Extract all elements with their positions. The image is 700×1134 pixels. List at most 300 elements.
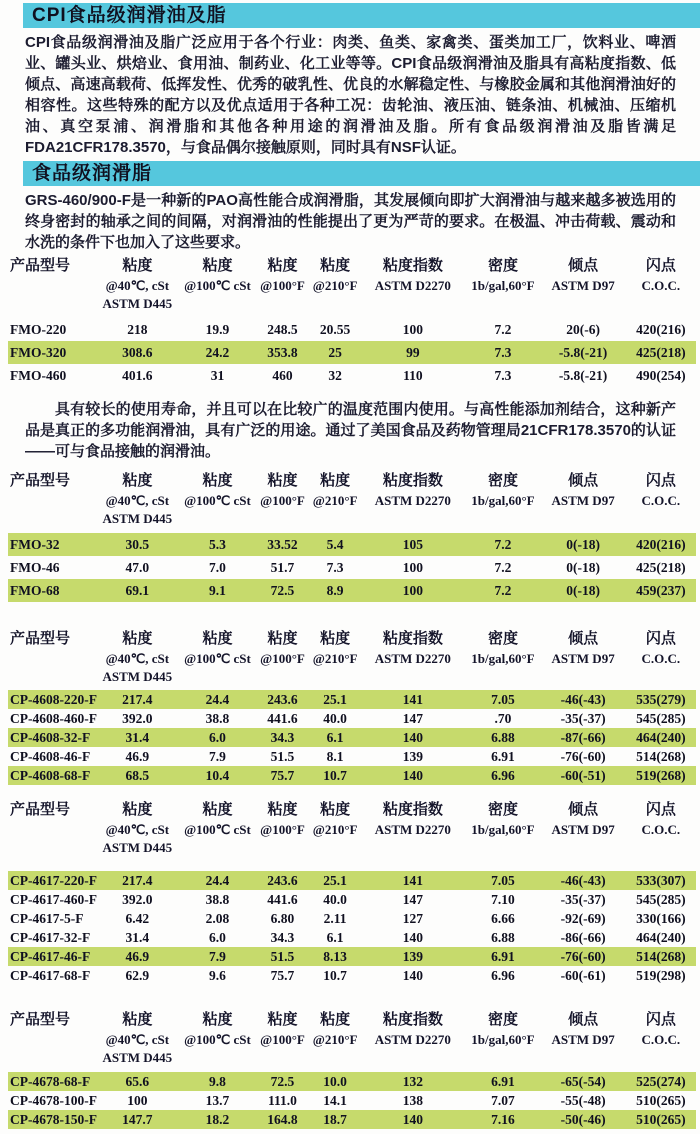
column-header-label: 粘度指数 <box>382 472 443 489</box>
column-header-label: 粘度 <box>320 1011 351 1028</box>
column-header <box>8 799 95 857</box>
cell-value: 6.0 <box>209 929 226 945</box>
cell-value: 8.9 <box>326 582 344 598</box>
column-header-label: 粘度 <box>202 472 233 489</box>
cell-value: 24.4 <box>205 872 230 888</box>
cell-value: -35(-37) <box>560 891 606 907</box>
column-header-sub: ASTM D2270 <box>374 822 451 837</box>
cell-value: 38.8 <box>205 891 230 907</box>
cell-value: 510(265) <box>636 1092 686 1108</box>
product-model: CP-4608-220-F <box>10 691 97 707</box>
cell-value: 243.6 <box>267 691 298 707</box>
cell-value: 69.1 <box>125 582 150 598</box>
product-model: FMO-220 <box>10 321 67 337</box>
cell-value: 139 <box>402 948 423 964</box>
table-row <box>8 1091 696 1110</box>
grease-section-header-bar <box>23 161 700 186</box>
table-header-row <box>8 255 696 313</box>
cell-value: 141 <box>402 872 423 888</box>
cell-value: 105 <box>402 536 423 552</box>
column-header-sub: @100°F <box>260 493 305 508</box>
cell-value: 460 <box>272 367 293 383</box>
column-header <box>255 628 310 686</box>
product-model: CP-4617-5-F <box>10 910 84 926</box>
product-model: CP-4608-460-F <box>10 710 97 726</box>
product-model: CP-4617-68-F <box>10 967 91 983</box>
column-header <box>8 255 95 313</box>
column-header-sub: @210°F <box>312 822 358 837</box>
cell-value: 51.5 <box>270 748 295 764</box>
cell-value: 147 <box>402 891 423 907</box>
cell-value: 308.6 <box>122 344 153 360</box>
column-header <box>310 1009 360 1067</box>
column-header-sub: C.O.C. <box>641 651 681 666</box>
product-table-cp4617 <box>8 799 696 985</box>
cell-value: -87(-66) <box>560 729 606 745</box>
column-header <box>95 470 180 528</box>
column-header <box>180 799 255 857</box>
cell-value: -46(-43) <box>560 872 606 888</box>
column-header <box>540 255 625 313</box>
column-header-label: 闪点 <box>645 257 676 274</box>
column-header-label: 产品型号 <box>10 801 71 818</box>
cell-value: 147 <box>402 710 423 726</box>
table-row <box>8 318 696 341</box>
cell-value: -60(-51) <box>560 767 606 783</box>
column-header-sub: ASTM D97 <box>551 651 615 666</box>
cell-value: 6.96 <box>491 767 515 783</box>
cell-value: 7.2 <box>494 536 512 552</box>
column-header-sub: 1b/gal,60°F <box>471 822 535 837</box>
column-header-label: 粘度 <box>202 801 233 818</box>
cell-value: 7.9 <box>209 748 226 764</box>
cell-value: 392.0 <box>122 891 153 907</box>
cell-value: 46.9 <box>125 948 150 964</box>
column-header <box>465 470 540 528</box>
table-body <box>8 318 696 387</box>
cell-value: 62.9 <box>125 967 150 983</box>
column-header <box>540 628 625 686</box>
column-header-sub: @100℃ cSt <box>184 278 251 293</box>
column-header <box>8 628 95 686</box>
column-header-label: 粘度 <box>267 1011 298 1028</box>
cell-value: 141 <box>402 691 423 707</box>
cell-value: 9.8 <box>209 1073 226 1089</box>
column-header-label: 产品型号 <box>10 472 71 489</box>
column-header-label: 粘度 <box>320 257 351 274</box>
cell-value: 420(216) <box>636 536 686 552</box>
cell-value: -35(-37) <box>560 710 606 726</box>
column-header-label: 粘度指数 <box>382 1011 443 1028</box>
cell-value: 20(-6) <box>566 321 600 337</box>
column-header <box>540 470 625 528</box>
cell-value: 420(216) <box>636 321 686 337</box>
table-row <box>8 341 696 364</box>
cell-value: 217.4 <box>122 691 153 707</box>
product-model: CP-4617-220-F <box>10 872 97 888</box>
grease-section-title: 食品级润滑脂 <box>32 163 153 184</box>
cell-value: 65.6 <box>125 1073 150 1089</box>
cell-value: 6.42 <box>125 910 150 926</box>
column-header <box>8 470 95 528</box>
column-header-label: 产品型号 <box>10 257 71 274</box>
column-header-sub: 1b/gal,60°F <box>471 1032 535 1047</box>
column-header-sub: @100℃ cSt <box>184 651 251 666</box>
table-header-row <box>8 628 696 686</box>
column-header-label: 粘度 <box>320 801 351 818</box>
column-header-sub: ASTM D445 <box>102 840 173 855</box>
column-header-sub: C.O.C. <box>641 278 681 293</box>
cell-value: 441.6 <box>267 710 298 726</box>
cell-value: -55(-48) <box>560 1092 606 1108</box>
column-header-sub: @40℃, cSt <box>105 1032 170 1047</box>
cell-value: 6.91 <box>491 748 515 764</box>
column-header-label: 粘度 <box>202 630 233 647</box>
column-header <box>626 799 696 857</box>
column-header-sub: @100℃ cSt <box>184 822 251 837</box>
column-header-label: 粘度 <box>202 1011 233 1028</box>
column-header <box>310 799 360 857</box>
column-header-sub: ASTM D2270 <box>374 1032 451 1047</box>
cell-value: 7.0 <box>209 559 226 575</box>
cell-value: 140 <box>402 967 423 983</box>
table-row <box>8 747 696 766</box>
cell-value: 248.5 <box>267 321 298 337</box>
cell-value: 545(285) <box>636 891 686 907</box>
table-row <box>8 728 696 747</box>
column-header <box>465 799 540 857</box>
column-header-label: 粘度 <box>122 257 153 274</box>
product-model: FMO-460 <box>10 367 67 383</box>
cell-value: 0(-18) <box>566 536 600 552</box>
product-model: CP-4608-46-F <box>10 748 91 764</box>
cell-value: 425(218) <box>636 559 686 575</box>
fmo-description-paragraph: 具有较长的使用寿命，并且可以在比较广的温度范围内使用。与高性能添加剂结合，这种新产品是真正的多功能润滑油，具有广泛的用途。通过了美国食品及药物管理局21CFR178.3570的认证——可与食品接触的润滑油。 <box>25 401 676 460</box>
cell-value: 34.3 <box>270 729 295 745</box>
column-header-label: 倾点 <box>568 630 599 647</box>
column-header-sub: ASTM D445 <box>102 296 173 311</box>
cell-value: 7.3 <box>326 559 344 575</box>
column-header-label: 密度 <box>487 257 518 274</box>
column-header-sub: ASTM D2270 <box>374 493 451 508</box>
cell-value: 32 <box>328 367 342 383</box>
cell-value: 7.05 <box>491 872 515 888</box>
table-row <box>8 1110 696 1129</box>
column-header-label: 粘度 <box>267 472 298 489</box>
product-model: CP-4678-100-F <box>10 1092 97 1108</box>
product-table-cp4678 <box>8 1009 696 1129</box>
table-header-row <box>8 799 696 857</box>
cell-value: 7.2 <box>494 321 512 337</box>
column-header-sub: C.O.C. <box>641 822 681 837</box>
cell-value: 353.8 <box>267 344 298 360</box>
column-header-label: 粘度 <box>267 257 298 274</box>
column-header <box>626 1009 696 1067</box>
cell-value: 40.0 <box>323 710 347 726</box>
cell-value: 46.9 <box>125 748 150 764</box>
column-header <box>310 628 360 686</box>
product-table-fmo-low-viscosity <box>8 470 696 602</box>
product-model: FMO-46 <box>10 559 60 575</box>
column-header-sub: 1b/gal,60°F <box>471 651 535 666</box>
cell-value: 6.80 <box>270 910 295 926</box>
table-header-row <box>8 470 696 528</box>
column-header-label: 粘度 <box>320 472 351 489</box>
column-header <box>255 799 310 857</box>
column-header-sub: C.O.C. <box>641 1032 681 1047</box>
cell-value: 6.91 <box>491 948 515 964</box>
column-header-label: 粘度 <box>122 630 153 647</box>
table-row <box>8 909 696 928</box>
table-row <box>8 890 696 909</box>
column-header-label: 密度 <box>487 630 518 647</box>
cell-value: 72.5 <box>270 582 295 598</box>
cell-value: 51.5 <box>270 948 295 964</box>
column-header-label: 粘度指数 <box>382 630 443 647</box>
cell-value: 7.3 <box>494 367 512 383</box>
cell-value: 31.4 <box>125 929 150 945</box>
cell-value: 164.8 <box>267 1111 298 1127</box>
column-header-label: 粘度 <box>267 801 298 818</box>
cell-value: 7.07 <box>491 1092 515 1108</box>
column-header-sub: @100°F <box>260 651 305 666</box>
cell-value: 110 <box>403 367 423 383</box>
column-header <box>95 255 180 313</box>
cell-value: 100 <box>402 559 423 575</box>
cell-value: 218 <box>127 321 148 337</box>
cell-value: -92(-69) <box>560 910 606 926</box>
column-header <box>310 470 360 528</box>
column-header-label: 密度 <box>487 472 518 489</box>
product-model: CP-4678-150-F <box>10 1111 97 1127</box>
cell-value: 330(166) <box>636 910 686 926</box>
column-header <box>626 628 696 686</box>
table-row <box>8 928 696 947</box>
cell-value: 401.6 <box>122 367 153 383</box>
column-header-sub: @40℃, cSt <box>105 822 170 837</box>
cell-value: 7.16 <box>491 1111 515 1127</box>
cell-value: 6.66 <box>491 910 515 926</box>
product-table-cp4608 <box>8 628 696 785</box>
cell-value: 545(285) <box>636 710 686 726</box>
column-header <box>8 1009 95 1067</box>
cell-value: 31.4 <box>125 729 150 745</box>
column-header-sub: ASTM D445 <box>102 1050 173 1065</box>
cell-value: 140 <box>402 767 423 783</box>
column-header-label: 粘度 <box>320 630 351 647</box>
column-header <box>95 628 180 686</box>
table-row <box>8 871 696 890</box>
column-header <box>626 255 696 313</box>
cell-value: 24.4 <box>205 691 230 707</box>
column-header <box>255 470 310 528</box>
cell-value: 5.4 <box>326 536 344 552</box>
cell-value: 459(237) <box>636 582 686 598</box>
table-body <box>8 533 696 602</box>
cell-value: 25.1 <box>323 691 347 707</box>
column-header <box>360 470 465 528</box>
column-header-sub: ASTM D97 <box>551 822 615 837</box>
column-header <box>180 470 255 528</box>
column-header <box>180 255 255 313</box>
cell-value: 25 <box>328 344 342 360</box>
column-header-label: 倾点 <box>568 472 599 489</box>
grease-paragraph: GRS-460/900-F是一种新的PAO高性能合成润滑脂，其发展倾向即扩大润滑油与越来越多被选用的终身密封的轴承之间的间隔，对润滑油的性能提出了更为严苛的要求。在极温、冲击荷载、震动和水洗的条件下也加入了这些要求。 <box>25 192 676 251</box>
column-header <box>360 799 465 857</box>
column-header-label: 倾点 <box>568 801 599 818</box>
column-header-sub: @210°F <box>312 278 358 293</box>
cell-value: -60(-61) <box>560 967 606 983</box>
table-row <box>8 1072 696 1091</box>
column-header <box>95 799 180 857</box>
cell-value: 7.3 <box>494 344 512 360</box>
cell-value: 147.7 <box>122 1111 153 1127</box>
cell-value: 127 <box>402 910 423 926</box>
cell-value: 100 <box>402 582 423 598</box>
column-header <box>540 799 625 857</box>
cell-value: 2.08 <box>205 910 230 926</box>
table-row <box>8 556 696 579</box>
cell-value: 40.0 <box>323 891 347 907</box>
column-header-label: 粘度指数 <box>382 257 443 274</box>
main-section-header-bar <box>23 3 700 28</box>
product-model: CP-4617-32-F <box>10 929 91 945</box>
column-header <box>465 1009 540 1067</box>
column-header <box>360 255 465 313</box>
cell-value: -5.8(-21) <box>558 344 608 360</box>
cell-value: 514(268) <box>636 748 686 764</box>
column-header-label: 闪点 <box>645 1011 676 1028</box>
cell-value: 392.0 <box>122 710 153 726</box>
table-row <box>8 533 696 556</box>
column-header-label: 倾点 <box>568 257 599 274</box>
cell-value: -46(-43) <box>560 691 606 707</box>
cell-value: 6.88 <box>491 929 515 945</box>
product-model: CP-4608-68-F <box>10 767 91 783</box>
column-header <box>360 1009 465 1067</box>
cell-value: 10.4 <box>205 767 230 783</box>
cell-value: -86(-66) <box>560 929 606 945</box>
cell-value: 8.1 <box>326 748 344 764</box>
cell-value: 510(265) <box>636 1111 686 1127</box>
column-header-label: 粘度 <box>202 257 233 274</box>
cell-value: 9.6 <box>209 967 226 983</box>
cell-value: 6.91 <box>491 1073 515 1089</box>
column-header-sub: @100°F <box>260 278 305 293</box>
cell-value: 75.7 <box>270 767 295 783</box>
column-header-sub: 1b/gal,60°F <box>471 493 535 508</box>
table-body <box>8 1072 696 1129</box>
product-model: FMO-320 <box>10 344 67 360</box>
table-row <box>8 947 696 966</box>
cell-value: 13.7 <box>205 1092 230 1108</box>
column-header <box>180 628 255 686</box>
cell-value: 38.8 <box>205 710 230 726</box>
product-model: CP-4608-32-F <box>10 729 91 745</box>
cell-value: -76(-60) <box>560 748 606 764</box>
column-header-sub: @210°F <box>312 1032 358 1047</box>
column-header-sub: @210°F <box>312 651 358 666</box>
product-model: CP-4678-68-F <box>10 1073 91 1089</box>
cell-value: 6.0 <box>209 729 226 745</box>
table-row <box>8 709 696 728</box>
column-header-sub: @210°F <box>312 493 358 508</box>
cell-value: 6.96 <box>491 967 515 983</box>
cell-value: 0(-18) <box>566 559 600 575</box>
table-header-row <box>8 1009 696 1067</box>
column-header-sub: @100°F <box>260 822 305 837</box>
cell-value: 47.0 <box>125 559 150 575</box>
cell-value: 464(240) <box>636 929 686 945</box>
column-header-sub: @100℃ cSt <box>184 493 251 508</box>
column-header-sub: @100°F <box>260 1032 305 1047</box>
column-header-label: 粘度 <box>122 1011 153 1028</box>
cell-value: 9.1 <box>209 582 226 598</box>
cell-value: 20.55 <box>319 321 351 337</box>
cell-value: 10.0 <box>323 1073 347 1089</box>
cell-value: 18.7 <box>323 1111 347 1127</box>
column-header-label: 粘度 <box>122 472 153 489</box>
column-header-label: 产品型号 <box>10 630 71 647</box>
column-header-label: 产品型号 <box>10 1011 71 1028</box>
cell-value: 68.5 <box>125 767 150 783</box>
cell-value: 7.10 <box>491 891 515 907</box>
column-header-label: 粘度 <box>122 801 153 818</box>
cell-value: 7.9 <box>209 948 226 964</box>
cell-value: 24.2 <box>205 344 230 360</box>
column-header-sub: 1b/gal,60°F <box>471 278 535 293</box>
column-header <box>310 255 360 313</box>
column-header <box>255 1009 310 1067</box>
cell-value: 2.11 <box>323 910 347 926</box>
cell-value: 18.2 <box>205 1111 230 1127</box>
cell-value: 138 <box>402 1092 423 1108</box>
cell-value: 19.9 <box>205 321 230 337</box>
table-row <box>8 690 696 709</box>
cell-value: 14.1 <box>323 1092 347 1108</box>
product-model: FMO-32 <box>10 536 60 552</box>
cell-value: 0(-18) <box>566 582 600 598</box>
table-body <box>8 690 696 785</box>
column-header-sub: ASTM D97 <box>551 1032 615 1047</box>
cell-value: 139 <box>402 748 423 764</box>
column-header <box>95 1009 180 1067</box>
column-header-sub: ASTM D2270 <box>374 651 451 666</box>
cell-value: 7.2 <box>494 559 512 575</box>
column-header-label: 密度 <box>487 1011 518 1028</box>
column-header-sub: ASTM D2270 <box>374 278 451 293</box>
column-header-label: 闪点 <box>645 472 676 489</box>
column-header-label: 闪点 <box>645 630 676 647</box>
column-header-sub: ASTM D97 <box>551 278 615 293</box>
cell-value: 6.1 <box>326 929 344 945</box>
cell-value: 30.5 <box>125 536 150 552</box>
cell-value: 5.3 <box>209 536 226 552</box>
column-header-sub: C.O.C. <box>641 493 681 508</box>
cell-value: 7.05 <box>491 691 515 707</box>
table-row <box>8 966 696 985</box>
column-header <box>465 628 540 686</box>
cell-value: 140 <box>402 929 423 945</box>
column-header-sub: ASTM D445 <box>102 511 173 526</box>
column-header-label: 粘度指数 <box>382 801 443 818</box>
column-header <box>180 1009 255 1067</box>
product-model: FMO-68 <box>10 582 60 598</box>
column-header-sub: @100℃ cSt <box>184 1032 251 1047</box>
cell-value: 10.7 <box>323 967 347 983</box>
cell-value: -65(-54) <box>560 1073 606 1089</box>
cell-value: 132 <box>402 1073 423 1089</box>
